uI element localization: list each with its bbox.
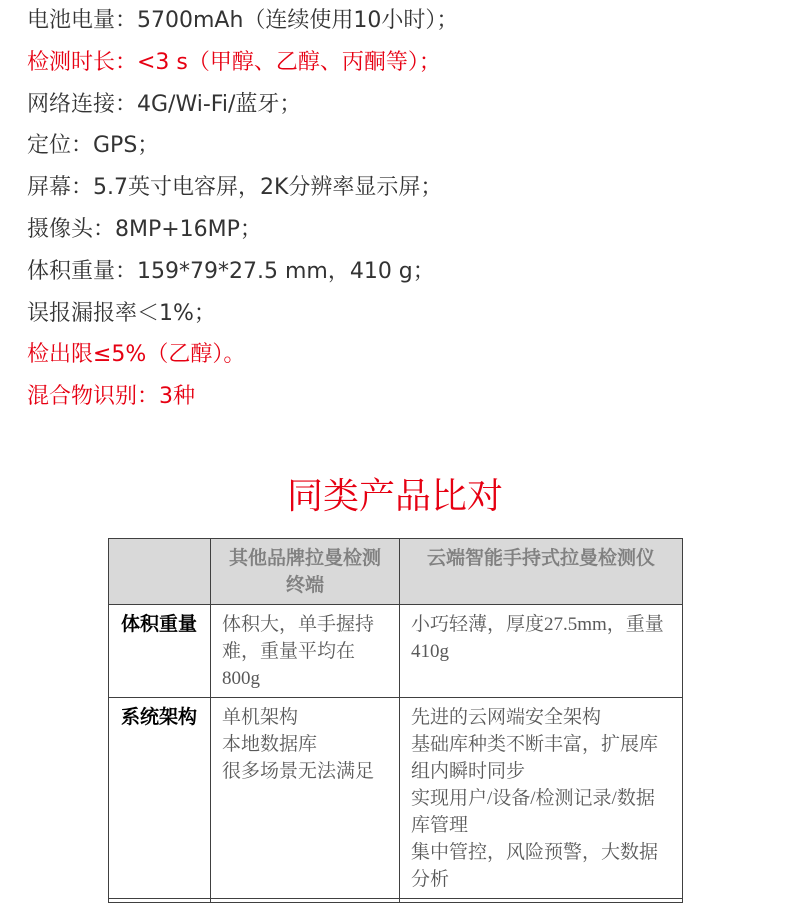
table-row-size-weight: [109, 605, 683, 698]
spec-battery: 电池电量：5700mAh（连续使用10小时）；: [27, 8, 459, 33]
spec-size-weight: 体积重量：159*79*27.5 mm，410 g；: [27, 258, 435, 284]
cell-paragraph: 本地数据库: [222, 734, 318, 755]
truncated-cell: [211, 899, 400, 903]
cell-paragraph: 实现用户/设备/检测记录/数据库管理: [411, 788, 655, 836]
comparison-table: [108, 538, 683, 903]
spec-camera: 摄像头：8MP+16MP；: [27, 216, 262, 242]
table-row-truncated: [109, 899, 683, 903]
spec-screen: 屏幕：5.7英寸电容屏，2K分辨率显示屏；: [27, 175, 443, 201]
comparison-title: 同类产品比对: [286, 476, 503, 517]
table-row-system-architecture: [109, 698, 683, 899]
our-product-cell-system-architecture: [400, 698, 683, 899]
spec-detection-limit: 检出限≤5%（乙醇）。: [27, 342, 246, 368]
spec-false-alarm-rate: 误报漏报率＜1%；: [27, 300, 216, 326]
truncated-cell: [109, 899, 211, 903]
other-brand-cell-system-architecture: [211, 698, 400, 899]
other-brand-cell-size-weight: [211, 605, 400, 698]
cell-paragraph: 基础库种类不断丰富，扩展库组内瞬时同步: [411, 734, 659, 782]
column-header-our-product: 云端智能手持式拉曼检测仪: [400, 539, 683, 605]
spec-detection-time: 检测时长：<3 s（甲醇、乙醇、丙酮等）；: [27, 49, 441, 75]
row-label-system-architecture: 系统架构: [109, 698, 211, 899]
row-label-size-weight: 体积重量: [109, 605, 211, 698]
spec-network: 网络连接：4G/Wi-Fi/蓝牙；: [27, 91, 302, 117]
cell-paragraph: 体积大，单手握持难，重量平均在800g: [222, 614, 375, 689]
cell-paragraph: 先进的云网端安全架构: [411, 707, 602, 728]
spec-list: [27, 0, 458, 418]
our-product-cell-size-weight: [400, 605, 683, 698]
cell-paragraph: 单机架构: [222, 707, 299, 728]
table-body: [109, 605, 683, 903]
cell-paragraph: 小巧轻薄，厚度27.5mm，重量410g: [411, 614, 664, 662]
spec-positioning: 定位：GPS；: [27, 133, 160, 159]
cell-paragraph: 很多场景无法满足: [222, 761, 375, 782]
column-header-other-brand: 其他品牌拉曼检测终端: [211, 539, 400, 605]
spec-mixture-identification: 混合物识别：3种: [27, 384, 195, 410]
truncated-cell: [400, 899, 683, 903]
table-header-corner: [109, 539, 211, 605]
table-header-row: [109, 539, 683, 605]
cell-paragraph: 集中管控，风险预警，大数据分析: [411, 842, 659, 890]
table-header: [109, 539, 683, 605]
